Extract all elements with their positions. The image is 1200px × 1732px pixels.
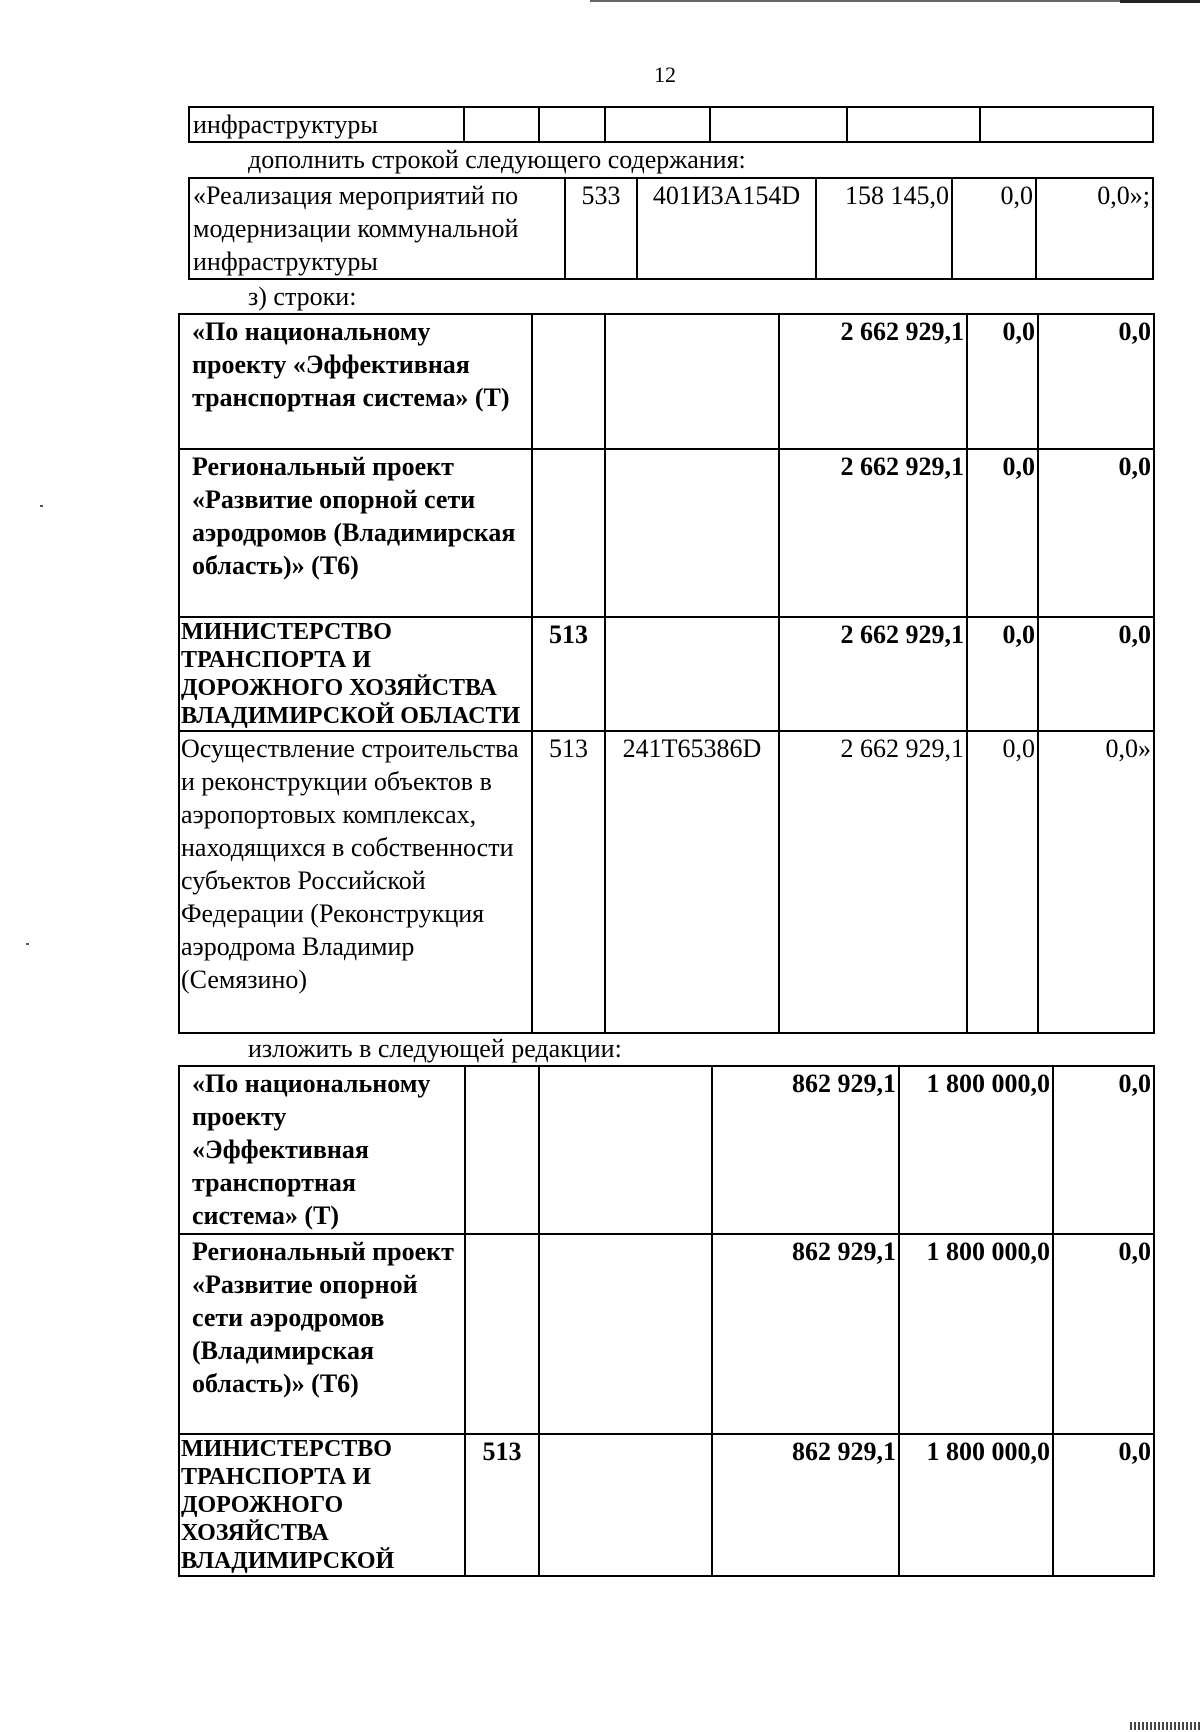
- table-cell: [464, 107, 539, 142]
- table-old-rows: [178, 313, 1155, 1034]
- table-row: [179, 1234, 1154, 1434]
- table-row: [179, 731, 1154, 1033]
- table-cell-value: 0,0: [967, 314, 1038, 449]
- table-cell-target: [605, 449, 779, 617]
- instruction-lines: з) строки:: [248, 282, 357, 311]
- table-cell-value: 0,0»;: [1036, 178, 1153, 279]
- table-cell-target: 401И3А154D: [637, 178, 816, 279]
- table-cell-target: [539, 1234, 712, 1434]
- table-cell-value: 0,0: [967, 617, 1038, 731]
- table-cell-value: 1 800 000,0: [899, 1066, 1053, 1234]
- table-cell-name: «По национальному проекту «Эффективная транспортная система» (Т): [179, 1066, 465, 1234]
- table-cell-target: [539, 1434, 712, 1576]
- table-cell-name: Региональный проект «Развитие опорной сети аэродромов (Владимирская область)» (Т6): [179, 449, 532, 617]
- table-cell-code: [532, 449, 605, 617]
- table-cell: [980, 107, 1153, 142]
- table-cell-value: 0,0: [1053, 1066, 1154, 1234]
- table-cell-name: МИНИСТЕРСТВО ТРАНСПОРТА И ДОРОЖНОГО ХОЗЯЙСТВА ВЛАДИМИРСКОЙ: [179, 1434, 465, 1576]
- table-cell-value: 2 662 929,1: [779, 449, 967, 617]
- table-cell-name: Региональный проект «Развитие опорной сети аэродромов (Владимирская область)» (Т6): [179, 1234, 465, 1434]
- table-cell: [539, 107, 605, 142]
- table-cell-value: 2 662 929,1: [779, 617, 967, 731]
- instruction-new: изложить в следующей редакции:: [248, 1034, 622, 1063]
- table-cell-value: 1 800 000,0: [899, 1234, 1053, 1434]
- page-number: 12: [654, 62, 676, 87]
- table-cell-target: [605, 617, 779, 731]
- table-row: [179, 1434, 1154, 1576]
- table-cell-name: «Реализация мероприятий по модернизации коммунальной инфраструктуры: [189, 178, 565, 279]
- table-new-rows: [178, 1065, 1155, 1577]
- table-cell-value: 0,0: [967, 731, 1038, 1033]
- table-cell-name: «По национальному проекту «Эффективная транспортная система» (Т): [179, 314, 532, 449]
- instruction-add: дополнить строкой следующего содержания:: [248, 145, 746, 174]
- table-added-row: [188, 177, 1154, 280]
- table-cell: [847, 107, 980, 142]
- table-cell: [605, 107, 710, 142]
- table-row: [179, 314, 1154, 449]
- table-row: [179, 1066, 1154, 1234]
- table-cell-value: 0,0: [1053, 1234, 1154, 1434]
- table-cell-code: 533: [565, 178, 637, 279]
- table-cell-value: 2 662 929,1: [779, 314, 967, 449]
- table-cell-value: 1 800 000,0: [899, 1434, 1053, 1576]
- table-cell-target: [539, 1066, 712, 1234]
- scan-dot: [40, 505, 43, 507]
- table-cell-target: 241Т65386D: [605, 731, 779, 1033]
- table-cell-name: Осуществление строительства и реконструкции объектов в аэропортовых комплексах, находящихся в собственности субъектов Российской Федерации (Реконструкция аэродрома Владимир (Семязино): [179, 731, 532, 1033]
- table-cell-value: 0,0: [1038, 314, 1154, 449]
- scan-edge-line: [590, 0, 1200, 2]
- table-cell-value: 0,0: [1053, 1434, 1154, 1576]
- table-cell: инфраструктуры: [189, 107, 464, 142]
- table-cell-value: 0,0: [952, 178, 1036, 279]
- table-cell-value: 0,0»: [1038, 731, 1154, 1033]
- table-cell-code: [465, 1234, 539, 1434]
- table-row: [179, 449, 1154, 617]
- table-cell-code: 513: [532, 617, 605, 731]
- table-cell-value: 0,0: [967, 449, 1038, 617]
- table-cell-value: 862 929,1: [712, 1066, 899, 1234]
- table-cell-value: 158 145,0: [816, 178, 952, 279]
- table-cell-name: МИНИСТЕРСТВО ТРАНСПОРТА И ДОРОЖНОГО ХОЗЯЙСТВА ВЛАДИМИРСКОЙ ОБЛАСТИ: [179, 617, 532, 731]
- table-cell: [710, 107, 847, 142]
- table-cell-value: 2 662 929,1: [779, 731, 967, 1033]
- table-cell-code: 513: [532, 731, 605, 1033]
- table-cell-code: [465, 1066, 539, 1234]
- table-cell-value: 862 929,1: [712, 1234, 899, 1434]
- table-cell-value: 862 929,1: [712, 1434, 899, 1576]
- table-cell-target: [605, 314, 779, 449]
- table-top-fragment: [188, 106, 1154, 143]
- table-cell-value: 0,0: [1038, 617, 1154, 731]
- scan-edge-mark: [1120, 0, 1200, 3]
- scan-edge-mark: [1130, 1722, 1200, 1730]
- table-cell-code: 513: [465, 1434, 539, 1576]
- table-cell-code: [532, 314, 605, 449]
- table-row: [179, 617, 1154, 731]
- table-cell-value: 0,0: [1038, 449, 1154, 617]
- scan-dot: [26, 943, 29, 945]
